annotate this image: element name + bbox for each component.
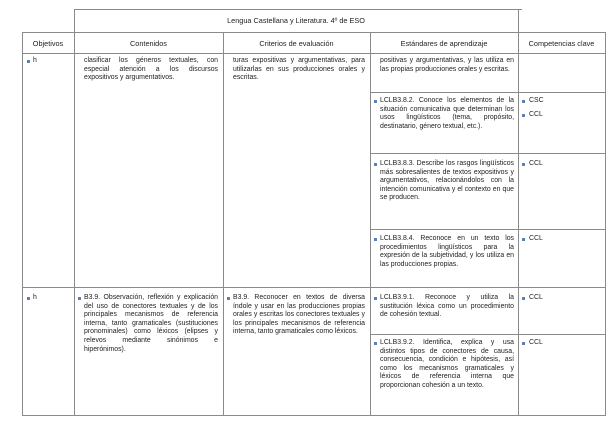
header-objetivos: Objetivos xyxy=(32,39,64,48)
competencia-badge: CCL xyxy=(529,111,543,118)
header-contenidos: Contenidos xyxy=(130,39,167,48)
bullet-icon xyxy=(522,238,525,241)
grid-line xyxy=(518,9,519,416)
bullet-icon xyxy=(27,60,30,63)
grid-line xyxy=(74,9,522,10)
bullet-icon xyxy=(374,342,377,345)
bullet-icon xyxy=(27,297,30,300)
grid-line xyxy=(370,153,606,154)
objetivo-value: h xyxy=(33,57,37,64)
grid-line xyxy=(223,32,224,416)
grid-line xyxy=(22,32,23,416)
header-criterios: Criterios de evaluación xyxy=(259,39,334,48)
bullet-icon xyxy=(522,100,525,103)
bullet-icon xyxy=(522,163,525,166)
contenido-text: B3.9. Observación, reflexión y explicación del uso de conectores textuales y de los principales mecanismos de referencia interna, tanto gramaticales (sustituciones pronominales) como léxicos (elipses y relevos mediante sinónimos e hiperónimos). xyxy=(84,294,218,353)
bullet-icon xyxy=(374,100,377,103)
table-title: Lengua Castellana y Literatura. 4º de ESO xyxy=(227,16,365,25)
competencia-badge: CCL xyxy=(529,339,543,346)
bullet-icon xyxy=(522,297,525,300)
bullet-icon xyxy=(374,163,377,166)
competencia-badge: CCL xyxy=(529,160,543,167)
estandar-text: LCLB3.9.2. Identifica, explica y usa distintos tipos de conectores de causa, consecuencia, condición e hipótesis, así como los mecanismos gramaticales y léxicos de referencia interna que proporcionan cohesión a un texto. xyxy=(380,339,514,389)
grid-line xyxy=(370,229,606,230)
header-competencias: Competencias clave xyxy=(528,39,595,48)
grid-line xyxy=(605,32,606,416)
criterio-text: turas expositivas y argumentativas, para utilizarlas en sus producciones orales y escritas. xyxy=(233,57,365,82)
competencia-badge: CSC xyxy=(529,97,544,104)
header-estandares: Estándares de aprendizaje xyxy=(400,39,488,48)
bullet-icon xyxy=(374,297,377,300)
grid-line xyxy=(370,92,606,93)
estandar-text: LCLB3.8.2. Conoce los elementos de la situación comunicativa que determinan los usos lingüísticos (tema, propósito, destinatario, género textual, etc.). xyxy=(380,97,514,130)
bullet-icon xyxy=(227,297,230,300)
bullet-icon xyxy=(374,238,377,241)
objetivo-value: h xyxy=(33,294,37,301)
grid-line xyxy=(370,334,606,335)
competencia-badge: CCL xyxy=(529,294,543,301)
contenido-text: clasificar los géneros textuales, con especial atención a los discursos expositivos y argumentativos. xyxy=(84,57,218,82)
estandar-text: LCLB3.9.1. Reconoce y utiliza la sustitución léxica como un procedimiento de cohesión textual. xyxy=(380,294,514,319)
estandar-text: LCLB3.8.4. Reconoce en un texto los procedimientos lingüísticos para la expresión de la subjetividad, y los utiliza en las producciones propias. xyxy=(380,235,514,268)
bullet-icon xyxy=(522,114,525,117)
bullet-icon xyxy=(522,342,525,345)
competencia-badge: CCL xyxy=(529,235,543,242)
grid-line xyxy=(74,9,75,416)
estandar-text: positivas y argumentativas, y las utiliza en las propias producciones orales y escritas. xyxy=(380,57,514,73)
bullet-icon xyxy=(78,297,81,300)
estandar-text: LCLB3.8.3. Describe los rasgos lingüísticos más sobresalientes de textos expositivos y argumentativos, relacionándolos con la intención comunicativa y el contexto en que se producen. xyxy=(380,160,514,202)
grid-line xyxy=(370,32,371,416)
criterio-text: B3.9. Reconocer en textos de diversa índole y usar en las producciones propias orales y escritas los conectores textuales y los principales mecanismos de referencia interna, tanto gramaticales como léxicos. xyxy=(233,294,365,336)
